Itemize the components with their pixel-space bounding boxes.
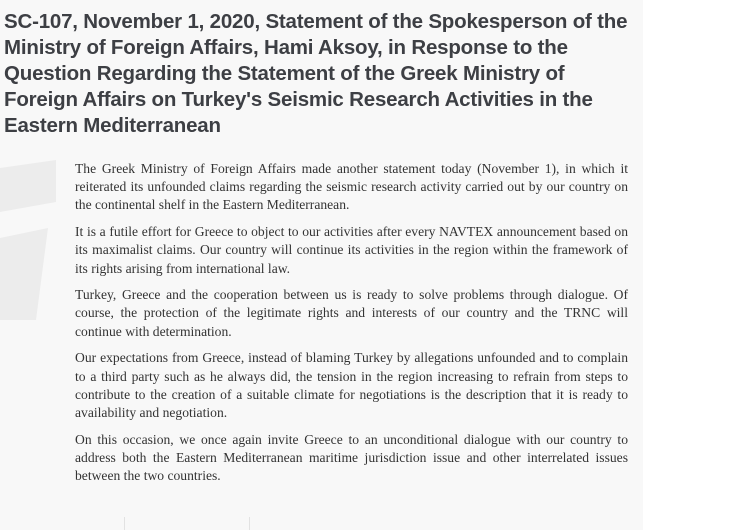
italic-i-watermark-icon: [0, 160, 56, 320]
footer-divider: [124, 517, 125, 530]
statement-paragraph: It is a futile effort for Greece to object to our activities after every NAVTEX announcement based on its maximalist claims. Our country will continue its activities in the region within the framework of its rights arising from international law.: [75, 224, 628, 276]
statement-paragraph: Our expectations from Greece, instead of blaming Turkey by allegations unfounded and to complain to a third party such as he always did, the tension in the region increasing to refrain from steps to contribute to the creation of a suitable climate for negotiations is the description that it is ready to availability and negotiation.: [75, 350, 628, 420]
statement-body: [75, 160, 628, 494]
statement-paragraph: The Greek Ministry of Foreign Affairs made another statement today (November 1), in which it reiterated its unfounded claims regarding the seismic research activity carried out by our country on the continental shelf in the Eastern Mediterranean.: [75, 161, 628, 213]
right-gutter: [643, 0, 741, 530]
statement-paragraph: Turkey, Greece and the cooperation between us is ready to solve problems through dialogue. Of course, the protection of the legitimate rights and interests of our country and the TRNC will continue with determination.: [75, 287, 628, 339]
footer-divider: [249, 517, 250, 530]
page-title: SC-107, November 1, 2020, Statement of the Spokesperson of the Ministry of Foreign Affairs, Hami Aksoy, in Response to the Question Regarding the Statement of the Greek Ministry of Foreign Affairs on Turkey's Seismic Research Activities in the Eastern Mediterranean: [4, 10, 628, 137]
statement-paragraph: On this occasion, we once again invite Greece to an unconditional dialogue with our country to address both the Eastern Mediterranean maritime jurisdiction issue and other interrelated issues between the two countries.: [75, 431, 628, 484]
